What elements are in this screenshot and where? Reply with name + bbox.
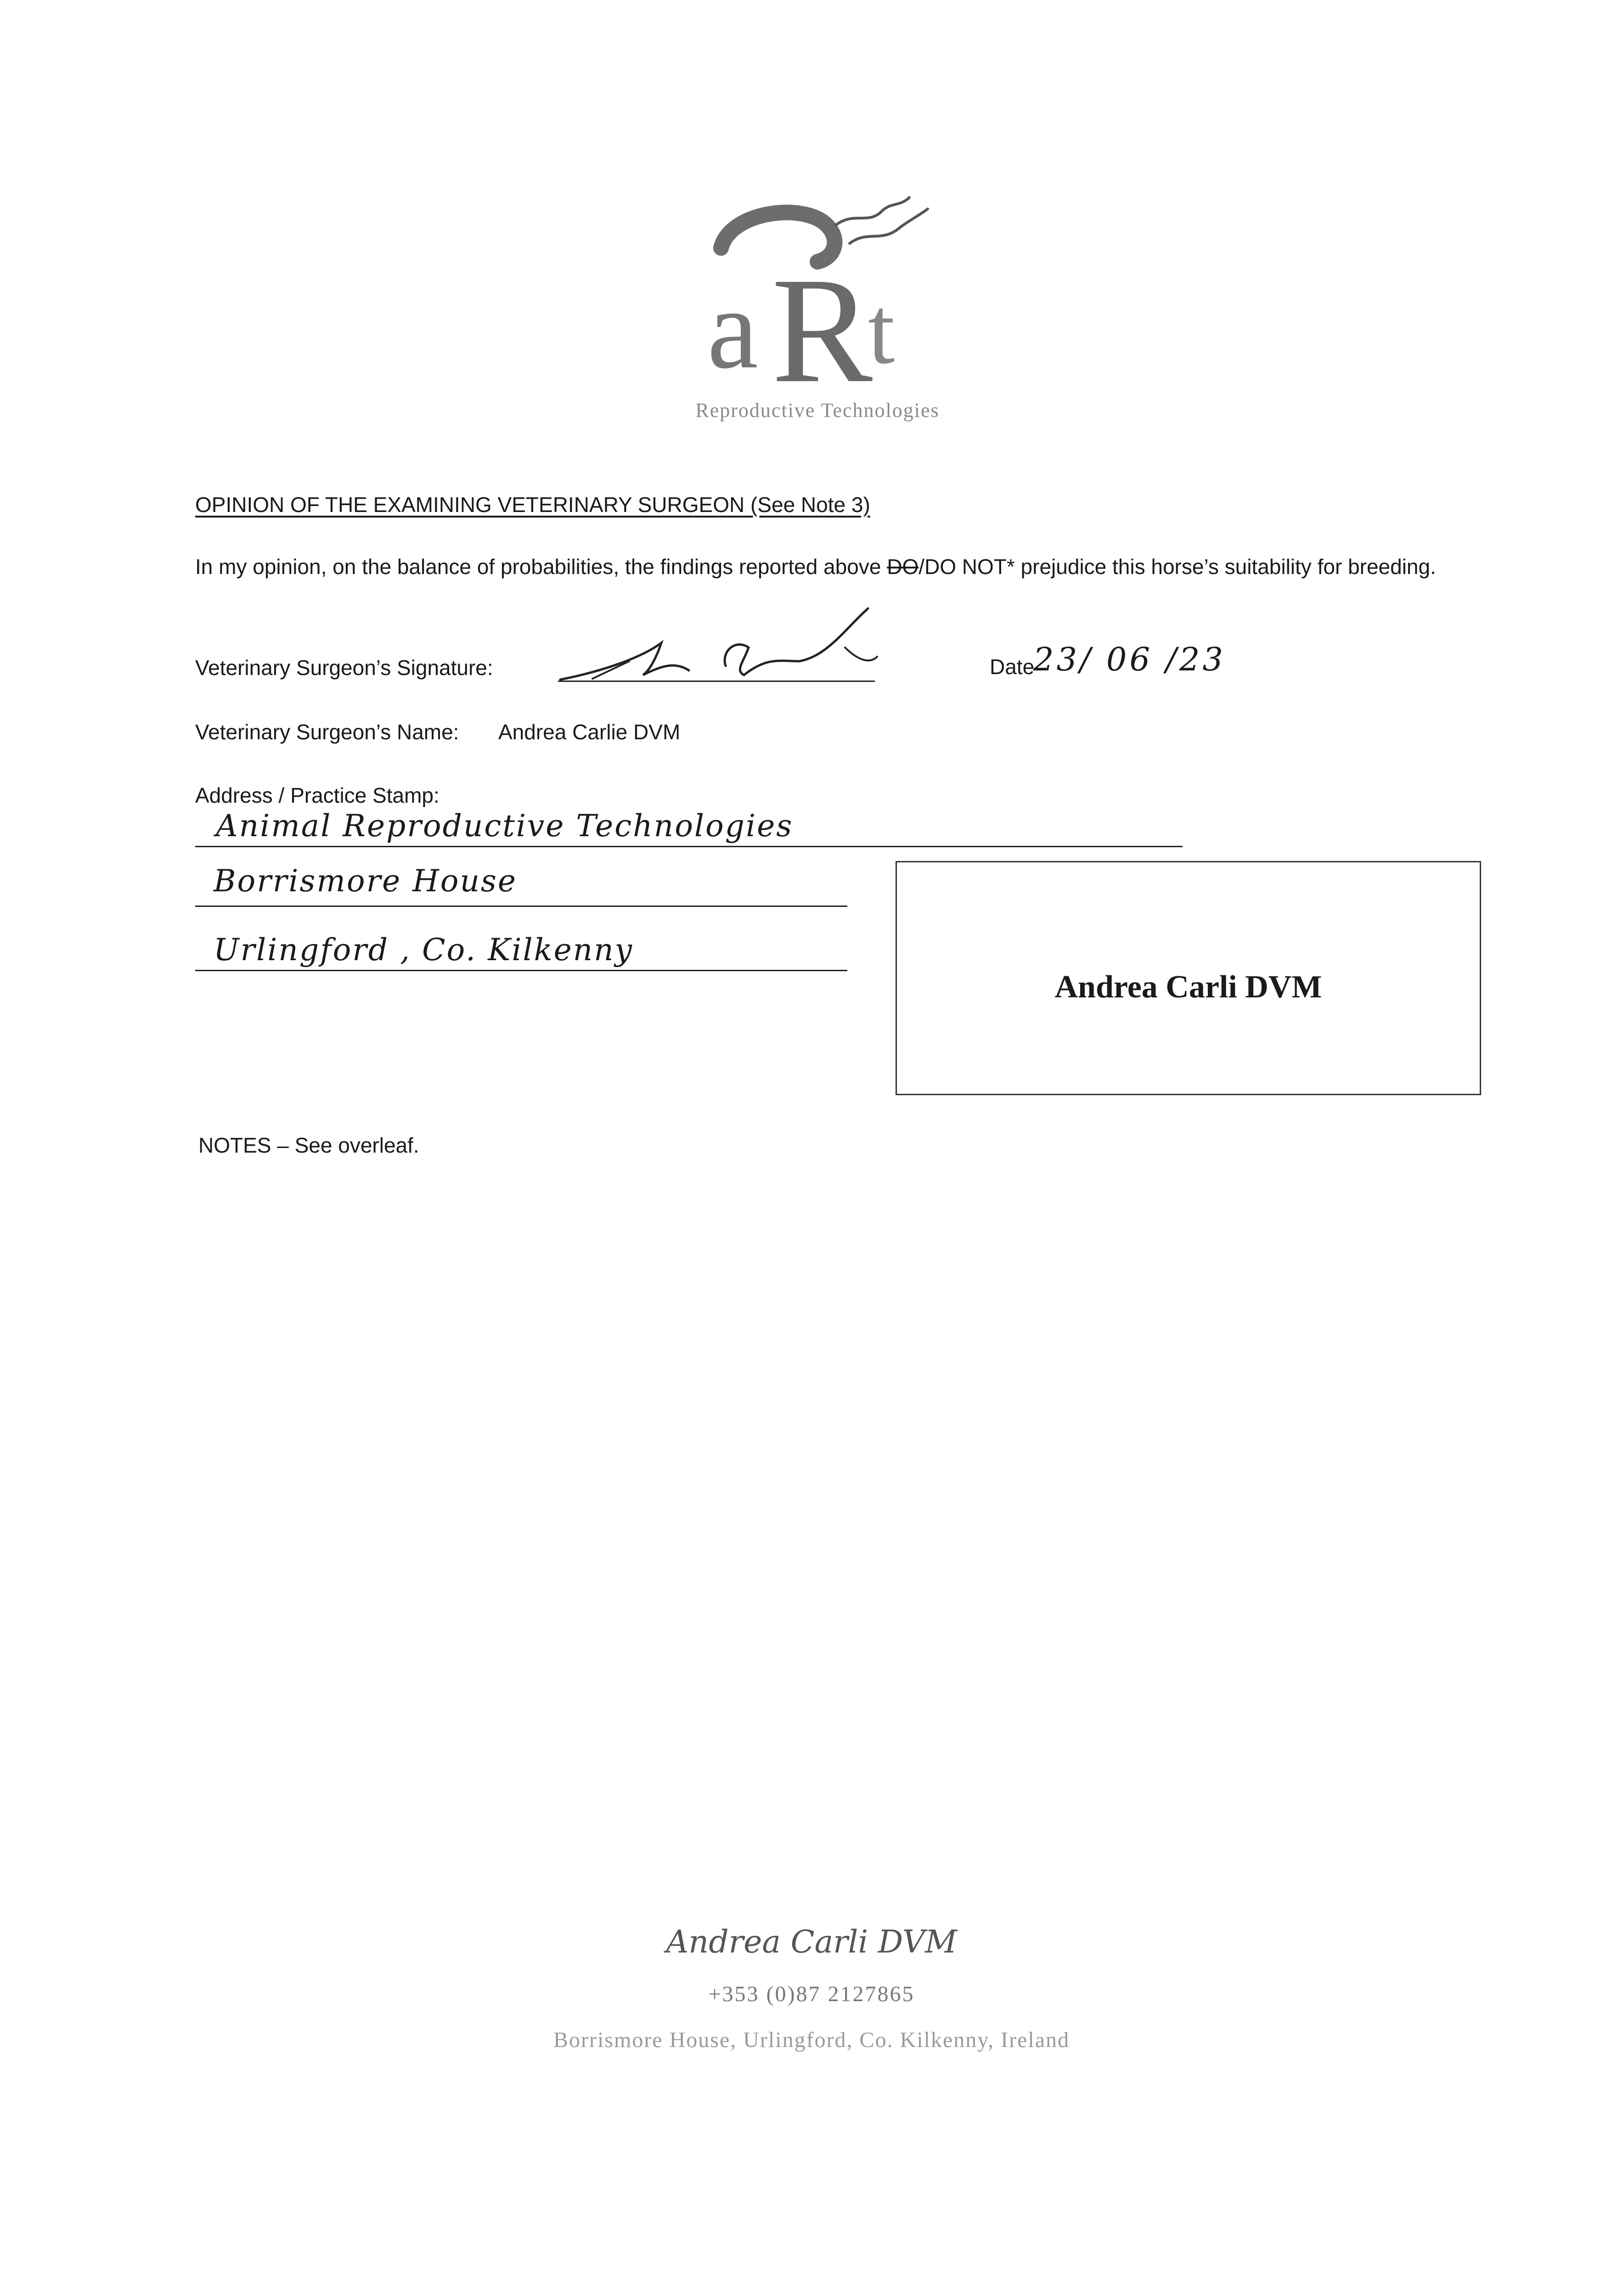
name-value: Andrea Carlie DVM	[498, 720, 681, 744]
address-line-2: Borrismore House	[214, 863, 517, 899]
address-line-3: Urlingford , Co. Kilkenny	[214, 932, 633, 968]
address-rule-1	[195, 846, 1183, 847]
section-heading: OPINION OF THE EXAMINING VETERINARY SURGEON (See Note 3)	[195, 493, 870, 517]
address-line-1: Animal Reproductive Technologies	[216, 808, 794, 844]
footer-address: Borrismore House, Urlingford, Co. Kilkenny, Ireland	[553, 2028, 1070, 2052]
notes-text: NOTES – See overleaf.	[198, 1133, 419, 1157]
logo-tagline: Reproductive Technologies	[695, 399, 940, 422]
name-label: Veterinary Surgeon’s Name:	[195, 720, 459, 744]
signature-label: Veterinary Surgeon’s Signature:	[195, 656, 493, 680]
opinion-paragraph	[195, 551, 1454, 582]
opinion-text-start: In my opinion, on the balance of probabilities, the findings reported above	[195, 555, 887, 579]
svg-text:a: a	[707, 265, 758, 393]
address-rule-3	[195, 970, 847, 971]
footer-phone: +353 (0)87 2127865	[708, 1982, 915, 2006]
footer-name: Andrea Carli DVM	[666, 1924, 957, 1960]
opinion-text-end: /DO NOT* prejudice this horse’s suitability for breeding.	[919, 555, 1436, 579]
date-label: Date	[990, 655, 1035, 679]
practice-stamp-text: Andrea Carli DVM	[1054, 969, 1322, 1005]
date-value: 23/ 06 /23	[1033, 641, 1226, 678]
handwritten-signature	[551, 602, 900, 693]
address-rule-2	[195, 906, 847, 907]
struck-option: DO	[887, 555, 919, 579]
address-label: Address / Practice Stamp:	[195, 783, 440, 807]
svg-text:R: R	[772, 247, 873, 414]
svg-text:t: t	[868, 277, 895, 384]
